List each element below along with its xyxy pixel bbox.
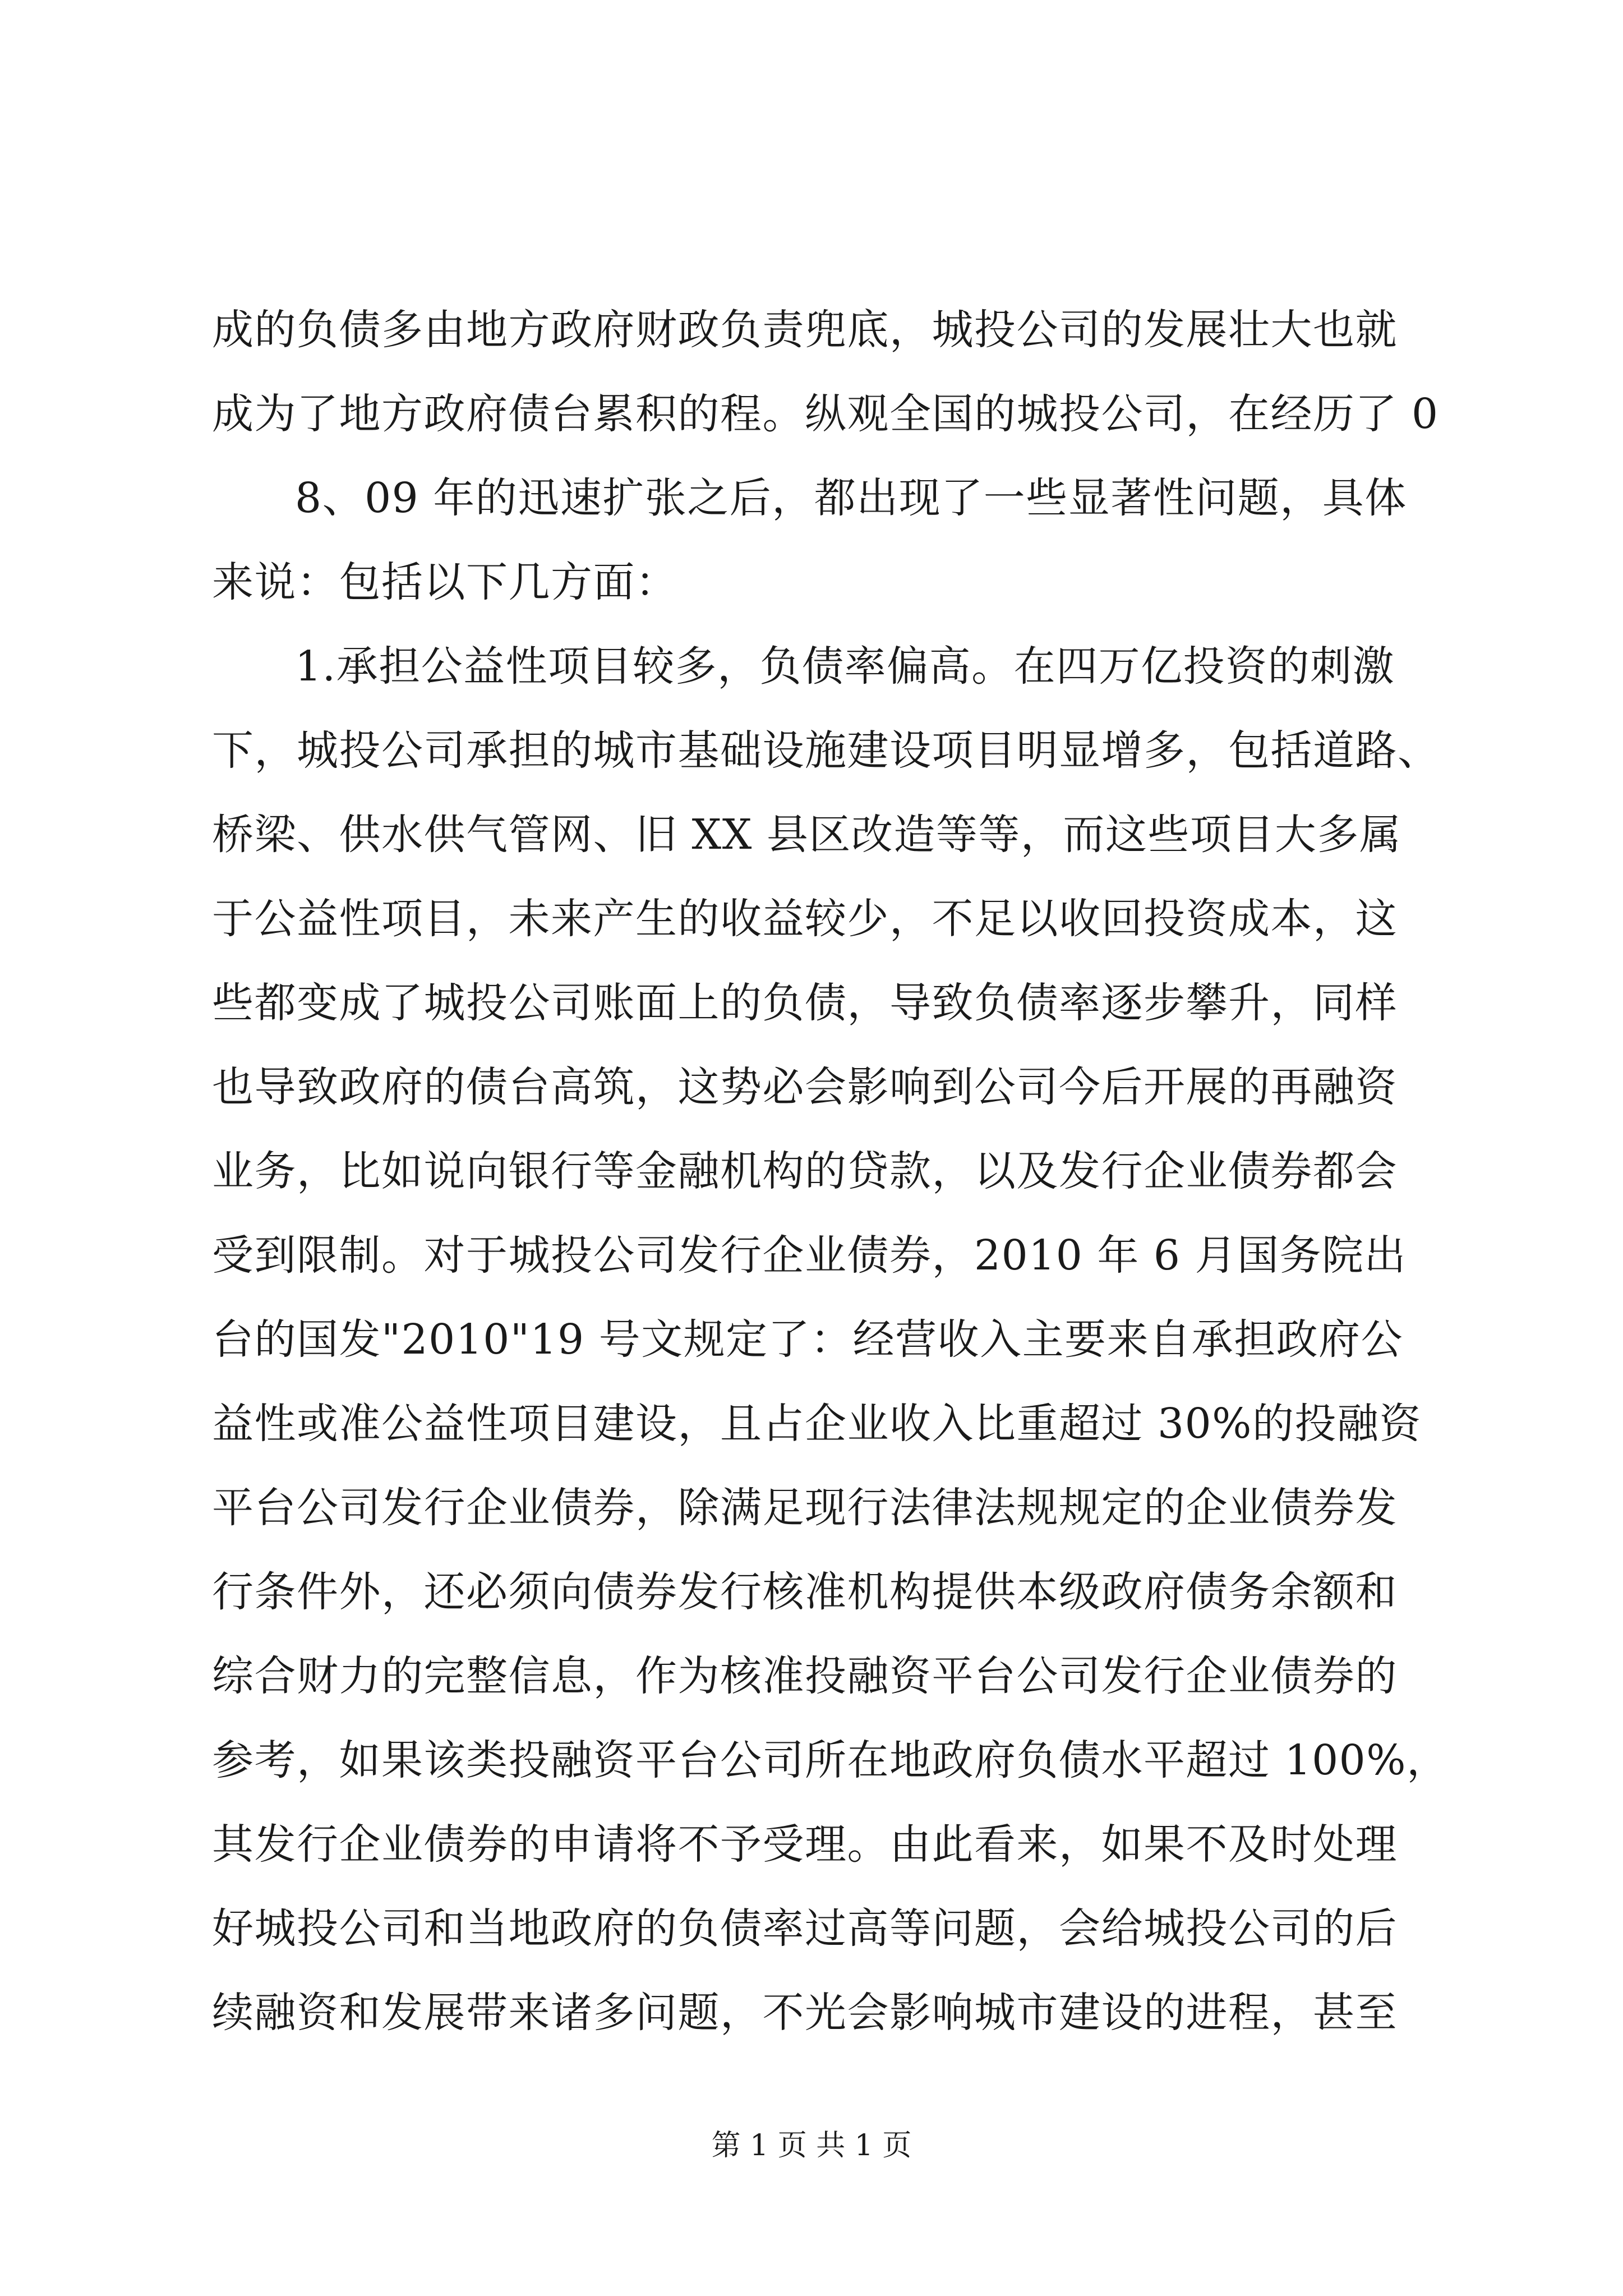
text-line: 行条件外，还必须向债券发行核准机构提供本级政府债务余额和 bbox=[212, 1568, 1398, 1616]
text-line: 其发行企业债券的申请将不予受理。由此看来，如果不及时处理 bbox=[212, 1820, 1398, 1869]
text-line: 于公益性项目，未来产生的收益较少，不足以收回投资成本，这 bbox=[212, 895, 1398, 943]
text-line: 也导致政府的债台高筑，这势必会影响到公司今后开展的再融资 bbox=[212, 1063, 1398, 1111]
text-line: 综合财力的完整信息，作为核准投融资平台公司发行企业债券的 bbox=[212, 1652, 1398, 1700]
text-line: 好城投公司和当地政府的负债率过高等问题，会给城投公司的后 bbox=[212, 1904, 1398, 1953]
text-line: 下，城投公司承担的城市基础设施建设项目明显增多，包括道路、 bbox=[212, 726, 1440, 775]
text-line: 来说：包括以下几方面： bbox=[212, 558, 678, 606]
text-line: 益性或准公益性项目建设，且占企业收入比重超过 30%的投融资 bbox=[212, 1400, 1422, 1448]
text-line: 续融资和发展带来诸多问题，不光会影响城市建设的进程，甚至 bbox=[212, 1989, 1398, 2037]
text-line: 成为了地方政府债台累积的程。纵观全国的城投公司，在经历了 0 bbox=[212, 390, 1439, 438]
text-line: 些都变成了城投公司账面上的负债，导致负债率逐步攀升，同样 bbox=[212, 979, 1398, 1027]
text-line: 台的国发"2010"19 号文规定了：经营收入主要来自承担政府公 bbox=[212, 1315, 1404, 1364]
page-footer: 第 1 页 共 1 页 bbox=[711, 2129, 912, 2162]
text-line: 参考，如果该类投融资平台公司所在地政府负债水平超过 100%， bbox=[212, 1736, 1449, 1784]
text-line: 1.承担公益性项目较多，负债率偏高。在四万亿投资的刺激 bbox=[295, 642, 1395, 691]
text-line: 桥梁、供水供气管网、旧 XX 县区改造等等，而这些项目大多属 bbox=[212, 811, 1402, 859]
text-line: 受到限制。对于城投公司发行企业债券，2010 年 6 月国务院出 bbox=[212, 1231, 1407, 1280]
text-line: 成的负债多由地方政府财政负责兜底，城投公司的发展壮大也就 bbox=[212, 306, 1398, 354]
text-line: 业务，比如说向银行等金融机构的贷款，以及发行企业债券都会 bbox=[212, 1147, 1398, 1195]
text-line: 平台公司发行企业债券，除满足现行法律法规规定的企业债券发 bbox=[212, 1484, 1398, 1532]
text-line: 8、09 年的迅速扩张之后，都出现了一些显著性问题，具体 bbox=[295, 474, 1407, 522]
